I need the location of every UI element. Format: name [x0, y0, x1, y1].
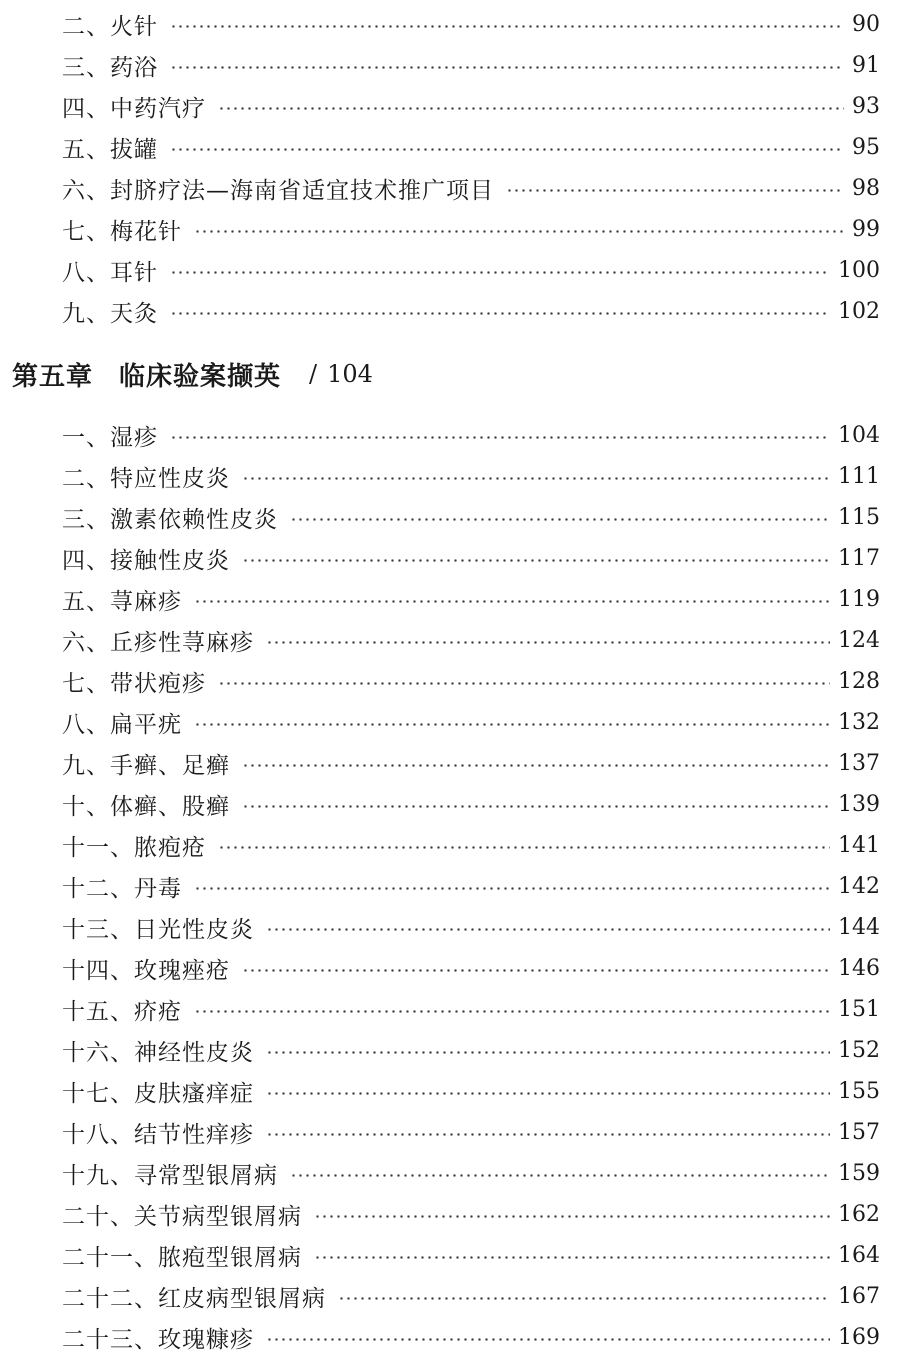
chapter-heading[interactable] [12, 352, 373, 396]
toc-entry-title: 二十、关节病型银屑病 [62, 1203, 302, 1230]
toc-entry-title: 四、中药汽疗 [62, 95, 206, 122]
toc-entry-page: 90 [852, 11, 880, 37]
toc-entry-page: 128 [838, 668, 880, 694]
toc-entry[interactable] [62, 541, 880, 575]
toc-entry-page: 91 [852, 52, 880, 78]
toc-entry-page: 155 [838, 1078, 880, 1104]
toc-entry[interactable] [62, 910, 880, 944]
chapter-separator: / [309, 360, 318, 388]
dot-leader [266, 1133, 830, 1136]
toc-entry-page: 139 [838, 791, 880, 817]
toc-entry-title: 六、封脐疗法—海南省适宜技术推广项目 [62, 177, 494, 204]
toc-entry-title: 二、火针 [62, 13, 158, 40]
toc-entry-page: 98 [852, 175, 880, 201]
toc-entry-title: 十九、寻常型银屑病 [62, 1162, 278, 1189]
toc-entry-title: 十二、丹毒 [62, 875, 182, 902]
toc-entry-page: 146 [838, 955, 880, 981]
toc-entry-title: 一、湿疹 [62, 424, 158, 451]
toc-entry-page: 169 [838, 1324, 880, 1350]
toc-entry[interactable] [62, 1197, 880, 1231]
toc-entry-title: 七、梅花针 [62, 218, 182, 245]
toc-entry-page: 151 [838, 996, 880, 1022]
toc-entry[interactable] [62, 951, 880, 985]
toc-entry-page: 100 [838, 257, 880, 283]
toc-entry-page: 99 [852, 216, 880, 242]
toc-entry[interactable] [62, 664, 880, 698]
dot-leader [170, 148, 844, 151]
dot-leader [218, 846, 830, 849]
dot-leader [314, 1215, 830, 1218]
toc-entry-page: 111 [838, 463, 880, 489]
toc-entry-page: 119 [838, 586, 880, 612]
toc-entry[interactable] [62, 294, 880, 328]
toc-entry-page: 102 [838, 298, 880, 324]
dot-leader [266, 928, 830, 931]
toc-entry[interactable] [62, 418, 880, 452]
chapter-title: 临床验案撷英 [119, 361, 282, 392]
toc-entry[interactable] [62, 500, 880, 534]
toc-entry[interactable] [62, 253, 880, 287]
toc-entry[interactable] [62, 1074, 880, 1108]
dot-leader [242, 805, 830, 808]
toc-entry-page: 117 [838, 545, 880, 571]
toc-entry[interactable] [62, 171, 880, 205]
dot-leader [194, 1010, 830, 1013]
dot-leader [194, 230, 844, 233]
toc-entry[interactable] [62, 787, 880, 821]
toc-entry-title: 十四、玫瑰痤疮 [62, 957, 230, 984]
dot-leader [266, 1092, 830, 1095]
dot-leader [242, 477, 830, 480]
dot-leader [194, 887, 830, 890]
dot-leader [266, 1051, 830, 1054]
toc-entry-page: 124 [838, 627, 880, 653]
toc-entry-title: 十五、疥疮 [62, 998, 182, 1025]
toc-entry[interactable] [62, 623, 880, 657]
toc-entry-title: 五、荨麻疹 [62, 588, 182, 615]
toc-entry-page: 132 [838, 709, 880, 735]
toc-entry[interactable] [62, 459, 880, 493]
toc-entry-page: 95 [852, 134, 880, 160]
toc-entry-title: 十七、皮肤瘙痒症 [62, 1080, 254, 1107]
toc-entry-page: 104 [838, 422, 880, 448]
toc-entry-title: 三、激素依赖性皮炎 [62, 506, 278, 533]
toc-entry[interactable] [62, 48, 880, 82]
toc-entry[interactable] [62, 130, 880, 164]
toc-entry-title: 三、药浴 [62, 54, 158, 81]
toc-entry-title: 十三、日光性皮炎 [62, 916, 254, 943]
toc-entry-page: 137 [838, 750, 880, 776]
toc-entry-title: 二十三、玫瑰糠疹 [62, 1326, 254, 1353]
toc-entry-page: 162 [838, 1201, 880, 1227]
toc-entry-title: 九、天灸 [62, 300, 158, 327]
toc-entry[interactable] [62, 1156, 880, 1190]
toc-entry-title: 八、耳针 [62, 259, 158, 286]
toc-entry-title: 二、特应性皮炎 [62, 465, 230, 492]
dot-leader [170, 271, 830, 274]
dot-leader [266, 1338, 830, 1341]
dot-leader [506, 189, 844, 192]
dot-leader [170, 436, 830, 439]
dot-leader [314, 1256, 830, 1259]
toc-entry-page: 159 [838, 1160, 880, 1186]
dot-leader [266, 641, 830, 644]
dot-leader [242, 764, 830, 767]
toc-entry-title: 四、接触性皮炎 [62, 547, 230, 574]
toc-entry[interactable] [62, 1115, 880, 1149]
dot-leader [170, 66, 844, 69]
toc-entry[interactable] [62, 705, 880, 739]
toc-entry-title: 七、带状疱疹 [62, 670, 206, 697]
toc-entry[interactable] [62, 1320, 880, 1354]
toc-entry-page: 141 [838, 832, 880, 858]
toc-entry-title: 二十二、红皮病型银屑病 [62, 1285, 326, 1312]
toc-entry-title: 六、丘疹性荨麻疹 [62, 629, 254, 656]
toc-entry-title: 十六、神经性皮炎 [62, 1039, 254, 1066]
toc-entry[interactable] [62, 7, 880, 41]
toc-entry[interactable] [62, 746, 880, 780]
toc-entry[interactable] [62, 89, 880, 123]
dot-leader [194, 600, 830, 603]
dot-leader [242, 559, 830, 562]
toc-entry[interactable] [62, 992, 880, 1026]
toc-entry-page: 144 [838, 914, 880, 940]
toc-entry-page: 142 [838, 873, 880, 899]
toc-entry-title: 九、手癣、足癣 [62, 752, 230, 779]
dot-leader [290, 1174, 830, 1177]
toc-entry-page: 93 [852, 93, 880, 119]
toc-entry[interactable] [62, 869, 880, 903]
toc-entry-page: 157 [838, 1119, 880, 1145]
toc-entry-title: 八、扁平疣 [62, 711, 182, 738]
dot-leader [170, 25, 844, 28]
dot-leader [170, 312, 830, 315]
toc-entry[interactable] [62, 1033, 880, 1067]
toc-entry-title: 十、体癣、股癣 [62, 793, 230, 820]
chapter-page: 104 [327, 360, 373, 388]
toc-entry[interactable] [62, 1279, 880, 1313]
dot-leader [242, 969, 830, 972]
dot-leader [290, 518, 830, 521]
toc-entry-page: 152 [838, 1037, 880, 1063]
dot-leader [338, 1297, 830, 1300]
dot-leader [194, 723, 830, 726]
dot-leader [218, 107, 844, 110]
toc-entry-page: 167 [838, 1283, 880, 1309]
dot-leader [218, 682, 830, 685]
toc-entry-title: 二十一、脓疱型银屑病 [62, 1244, 302, 1271]
toc-entry-title: 十一、脓疱疮 [62, 834, 206, 861]
toc-entry[interactable] [62, 212, 880, 246]
toc-entry[interactable] [62, 828, 880, 862]
toc-entry-page: 115 [838, 504, 880, 530]
toc-entry-title: 五、拔罐 [62, 136, 158, 163]
toc-entry-page: 164 [838, 1242, 880, 1268]
toc-entry[interactable] [62, 582, 880, 616]
toc-entry-title: 十八、结节性痒疹 [62, 1121, 254, 1148]
toc-entry[interactable] [62, 1238, 880, 1272]
chapter-number: 第五章 [12, 361, 94, 392]
